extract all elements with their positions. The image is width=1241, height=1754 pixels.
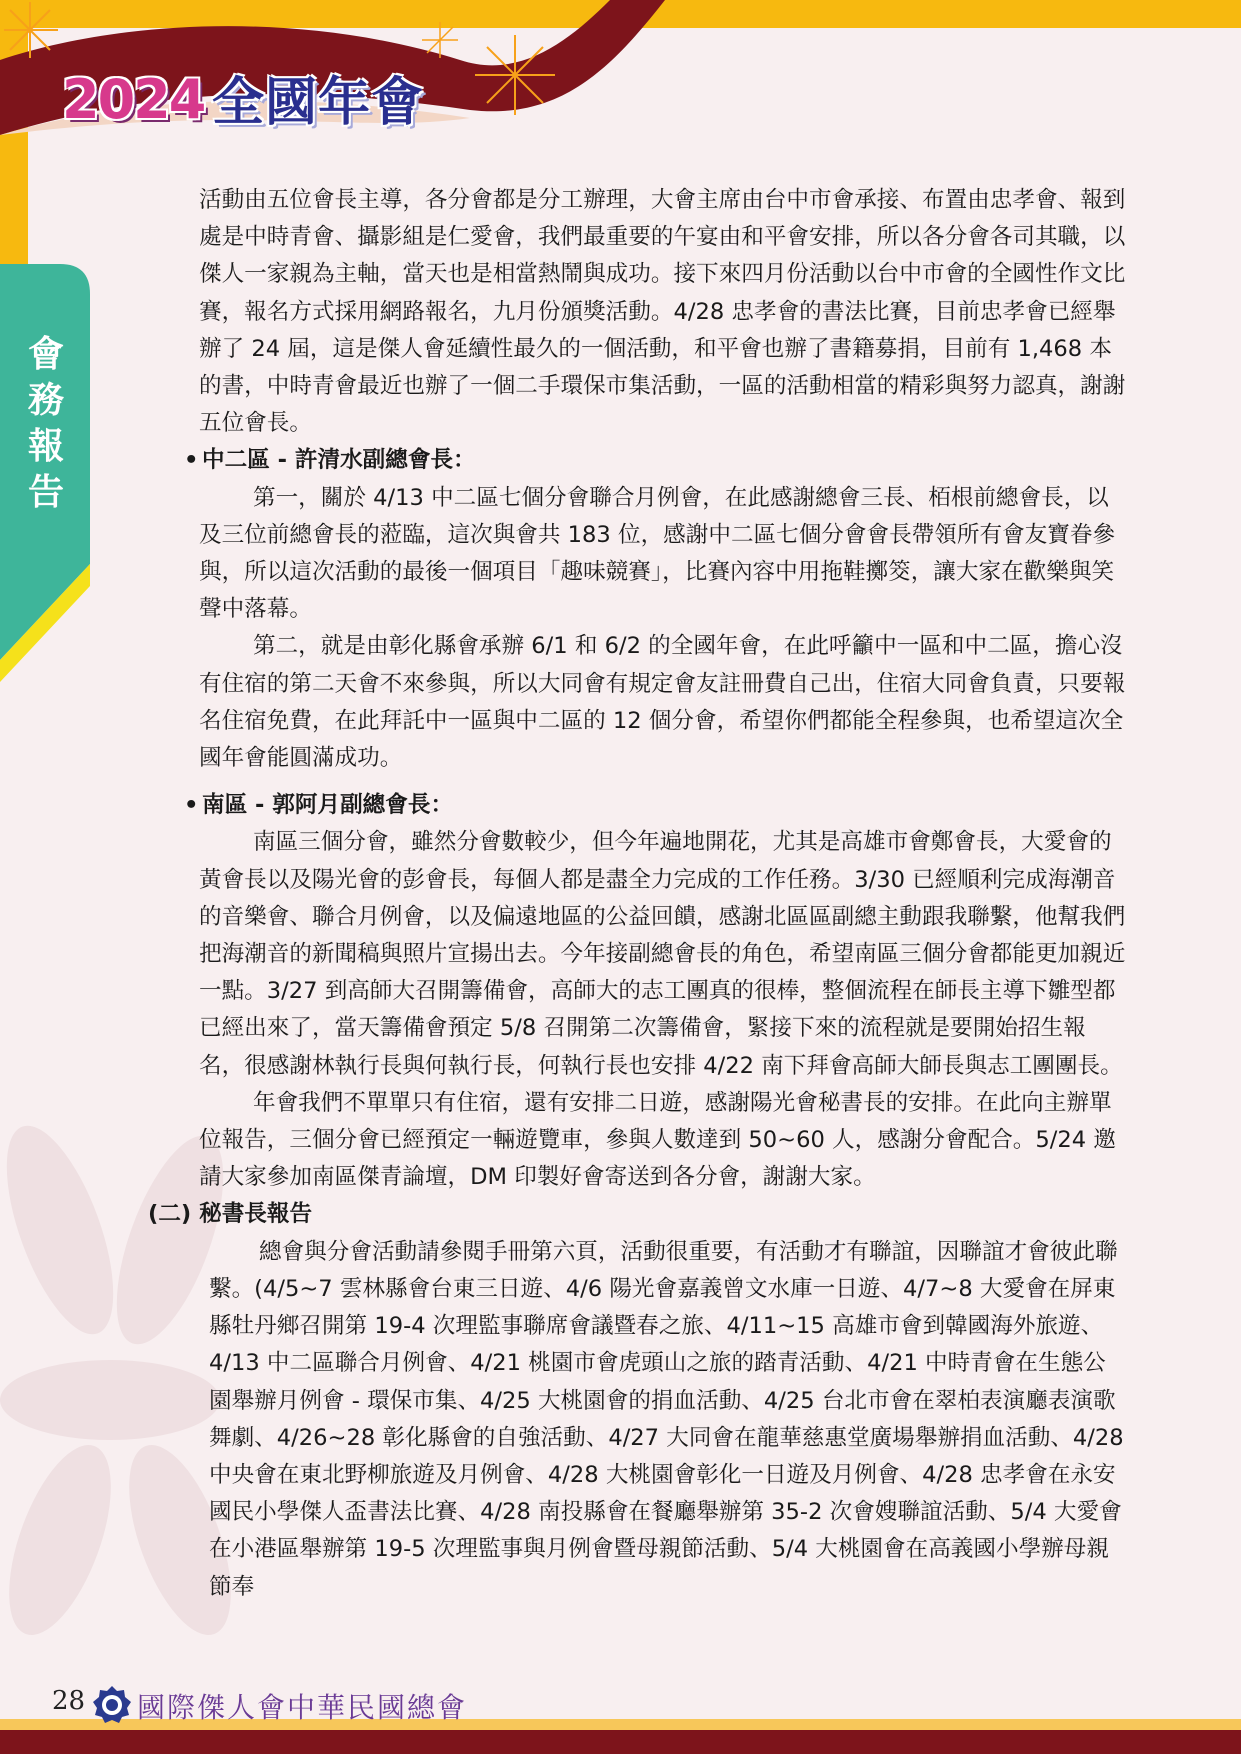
footer-maroon-band — [0, 1730, 1241, 1754]
paragraph-central2-first: 第一，關於 4/13 中二區七個分會聯合月例會，在此感謝總會三長、栢根前總會長，以及三位前總會長的蒞臨，這次與會共 183 位，感謝中二區七個分會會長帶領所有會友寶眷參與，所以這次活動的最後一個項目「趣味競賽」，比賽內容中用拖鞋擲筊，讓大家在歡樂與笑聲中落幕。 — [199, 484, 1116, 623]
section-secretary-report: (二) 秘書長報告 — [148, 1201, 313, 1228]
firework-icon — [470, 30, 560, 120]
paragraph-secretary: 總會與分會活動請參閱手冊第六頁，活動很重要，有活動才有聯誼，因聯誼才會彼此聯繫。(4/5~7 雲林縣會台東三日遊、4/6 陽光會嘉義曾文水庫一日遊、4/7~8 大愛會在屏東縣牡丹鄉召開第 19-4 次理監事聯席會議暨春之旅、4/11~15 高雄市會到韓國海外旅遊、4/13 中二區聯合月例會、4/21 桃園市會虎頭山之旅的踏青活動、4/21 中時青會在生態公園舉辦月例會 - 環保市集、4/25 大桃園會的捐血活動、4/25 台北市會在翠柏表演廳表演歌舞劇、4/26~28 彰化縣會的自強活動、4/27 大同會在龍華慈惠堂廣場舉辦捐血活動、4/28 中央會在東北野柳旅遊及月例會、4/28 大桃園會彰化一日遊及月例會、4/28 忠孝會在永安國民小學傑人盃書法比賽、4/28 南投縣會在餐廳舉辦第 35-2 次會嫂聯誼活動、5/4 大愛會在小港區舉辦第 19-5 次理監事與月例會暨母親節活動、5/4 大桃園會在高義國小學辦母親節奉 — [209, 1238, 1124, 1600]
paragraph-district1: 活動由五位會長主導，各分會都是分工辦理，大會主席由台中市會承接、布置由忠孝會、報到處是中時青會、攝影組是仁愛會，我們最重要的午宴由和平會安排，所以各分會各司其職，以傑人一家親為主軸，當天也是相當熱鬧與成功。接下來四月份活動以台中市會的全國性作文比賽，報名方式採用網路報名，九月份頒獎活動。4/28 忠孝會的書法比賽，目前忠孝會已經舉辦了 24 屆，這是傑人會延續性最久的一個活動，和平會也辦了書籍募捐，目前有 1,468 本的書，中時青會最近也辦了一個二手環保市集活動，一區的活動相當的精彩與努力認真，謝謝五位會長。 — [199, 187, 1126, 437]
paragraph-central2-second: 第二，就是由彰化縣會承辦 6/1 和 6/2 的全國年會，在此呼籲中一區和中二區，擔心沒有住宿的第二天會不來參與，所以大同會有規定會友註冊費自己出，住宿大同會負責，只要報名住宿免費，在此拜託中一區與中二區的 12 個分會，希望你們都能全程參與，也希望這次全國年會能圓滿成功。 — [199, 633, 1126, 772]
firework-icon — [0, 0, 70, 70]
paragraph-south-second: 年會我們不單單只有住宿，還有安排二日遊，感謝陽光會秘書長的安排。在此向主辦單位報告，三個分會已經預定一輛遊覽車，參與人數達到 50~60 人，感謝分會配合。5/24 邀請大家參加南區傑青論壇，DM 印製好會寄送到各分會，謝謝大家。 — [199, 1089, 1116, 1191]
heading-central2-text: 中二區 - 許清水副總會長： — [202, 447, 476, 474]
report-content — [148, 182, 1128, 1606]
paragraph-south-first: 南區三個分會，雖然分會數較少，但今年遍地開花，尤其是高雄市會鄭會長，大愛會的黃會長以及陽光會的彭會長，每個人都是盡全力完成的工作任務。3/30 已經順利完成海潮音的音樂會、聯合月例會，以及偏遠地區的公益回饋，感謝北區區副總主動跟我聯繫，他幫我們把海潮音的新聞稿與照片宣揚出去。今年接副總會長的角色，希望南區三個分會都能更加親近一點。3/27 到高師大召開籌備會，高師大的志工團真的很棒，整個流程在師長主導下雛型都已經出來了，當天籌備會預定 5/8 召開第二次籌備會，緊接下來的流程就是要開始招生報名，很感謝林執行長與何執行長，何執行長也安排 4/22 南下拜會高師大師長與志工團團長。 — [199, 829, 1126, 1079]
logo-title: 全國年會 — [212, 73, 425, 133]
heading-south-text: 南區 - 郭阿月副總會長： — [202, 792, 454, 819]
section-side-label: 會務報告 — [27, 334, 64, 513]
firework-icon — [420, 20, 460, 60]
org-name: 國際傑人會中華民國總會 — [137, 1691, 468, 1724]
page-number: 28 — [52, 1686, 86, 1716]
logo-year: 2024 — [62, 68, 205, 131]
heading-south: • 南區 - 郭阿月副總會長： — [148, 787, 1128, 824]
heading-central2: • 中二區 - 許清水副總會長： — [148, 442, 1128, 479]
org-emblem-icon — [92, 1685, 132, 1725]
